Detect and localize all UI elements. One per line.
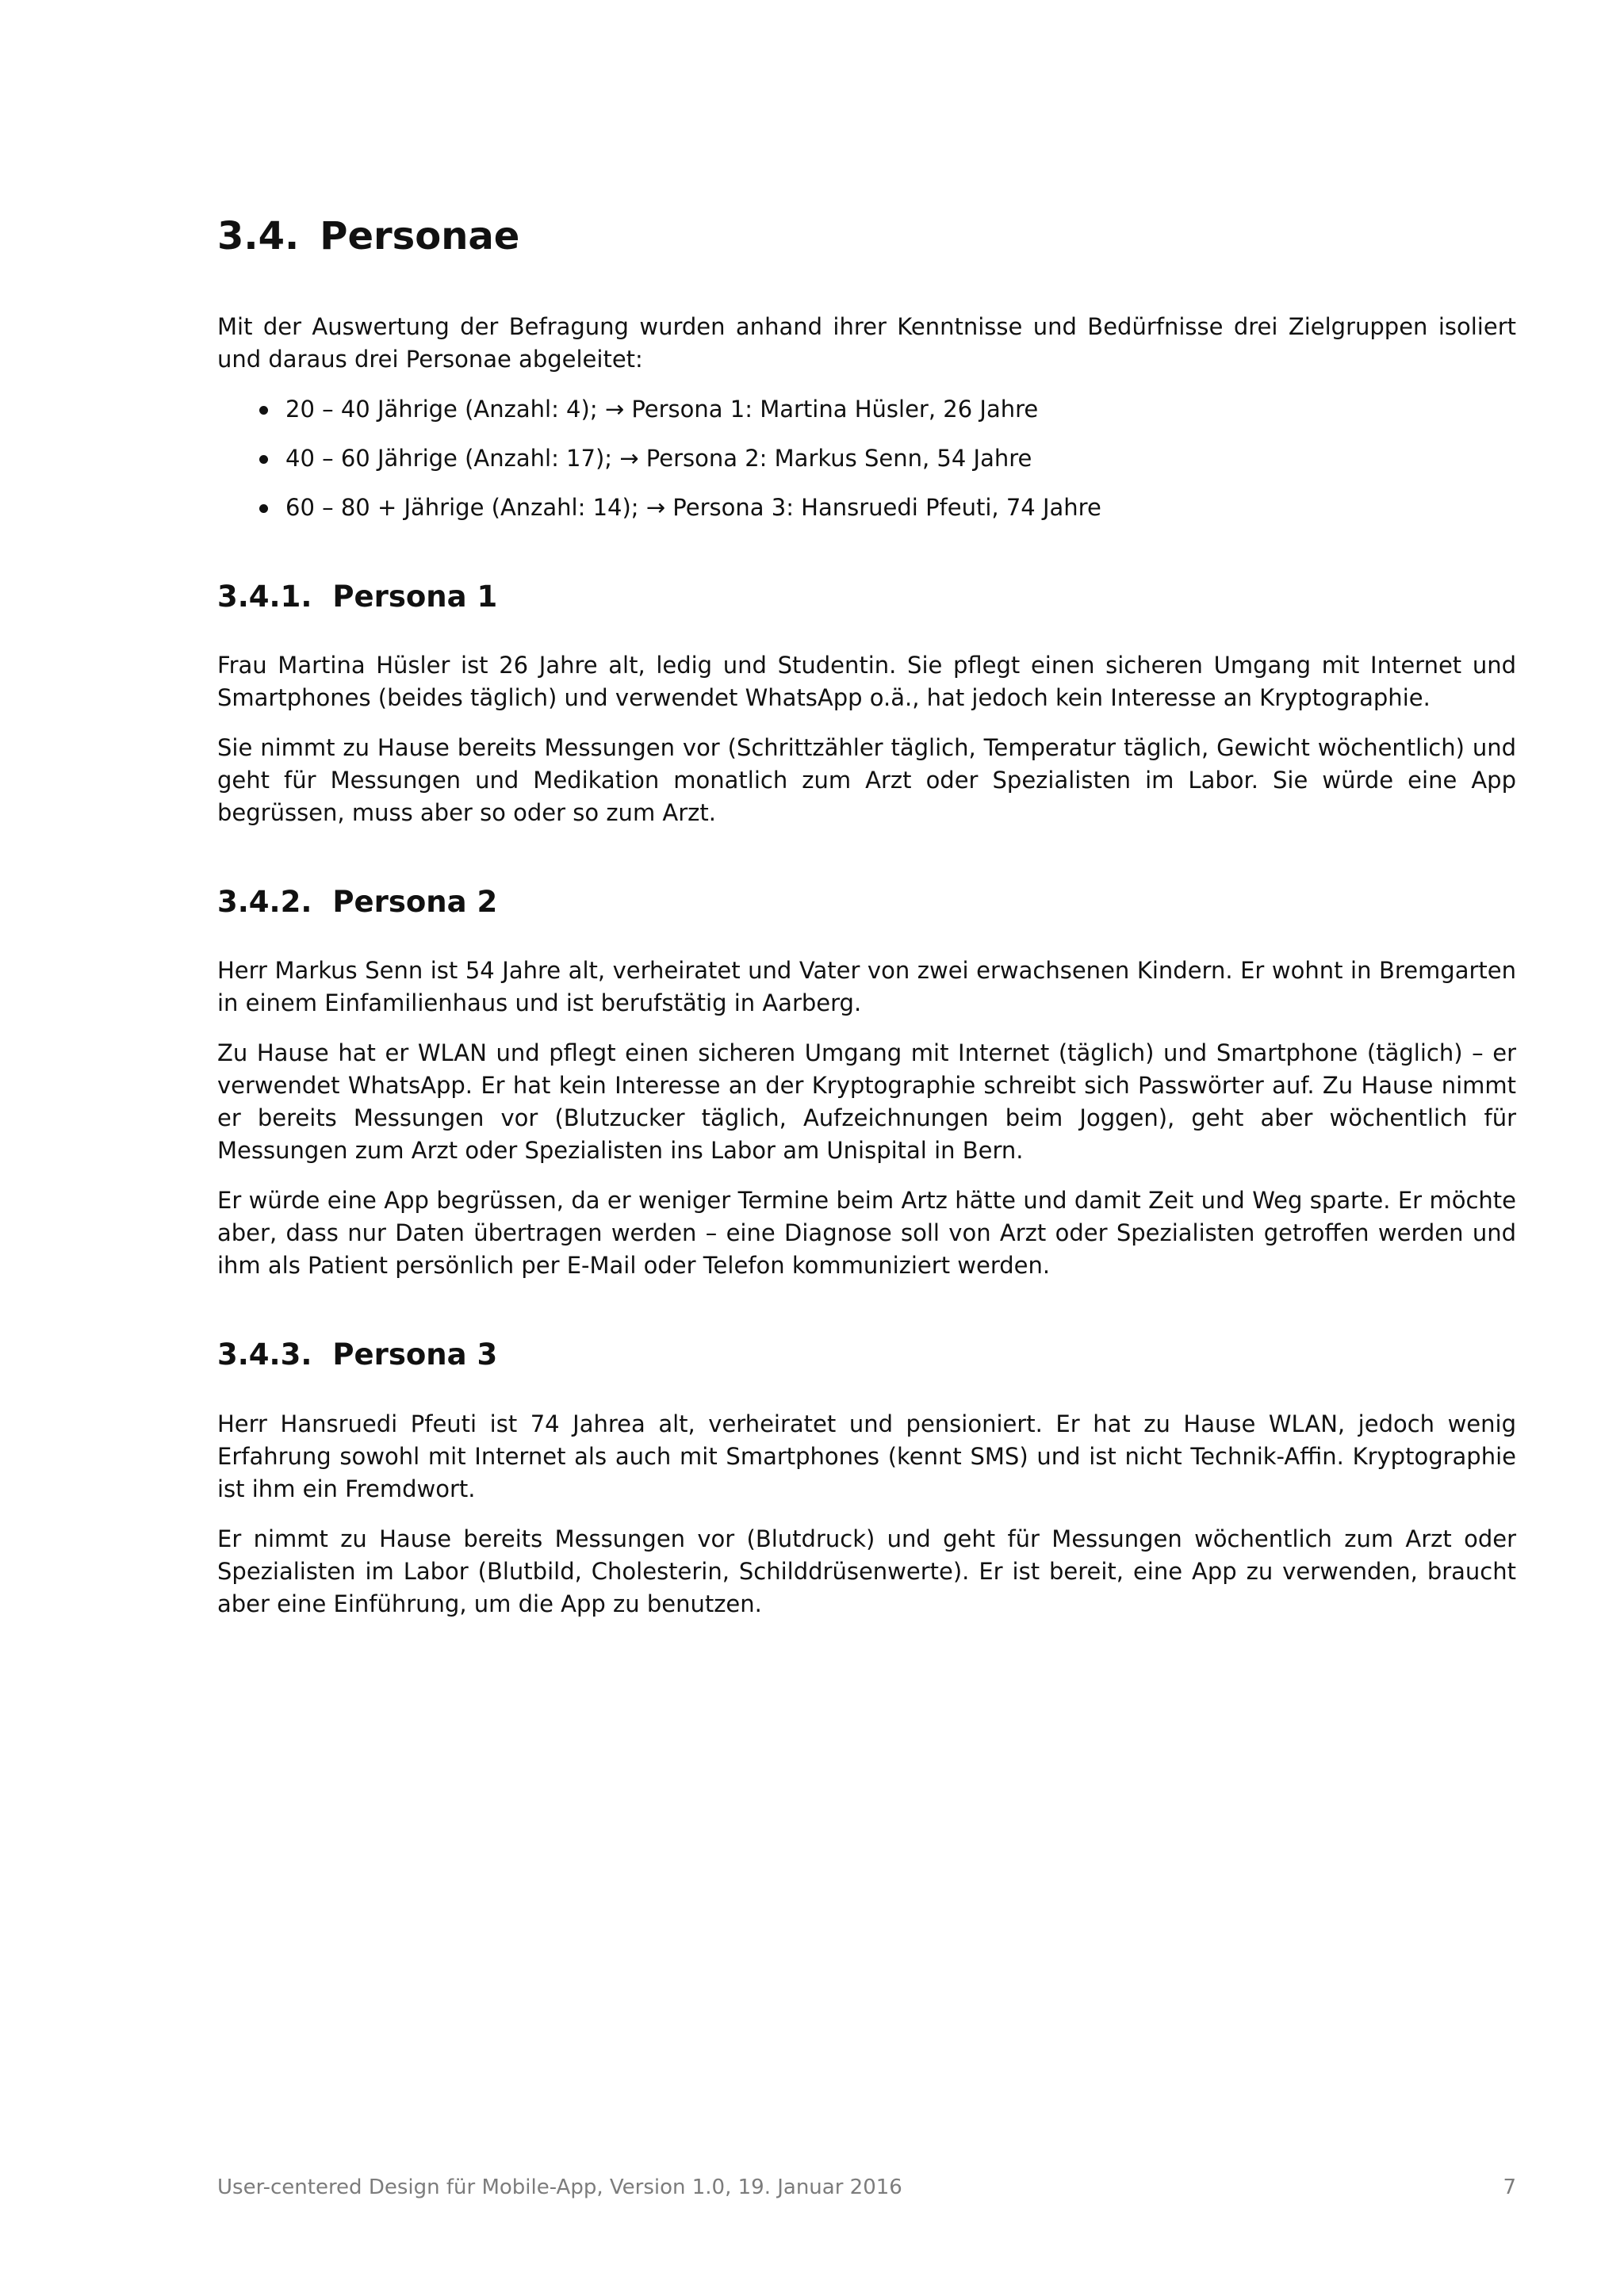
subsection-heading-persona-1 (217, 580, 1516, 614)
subsection-number: 3.4.2. (217, 884, 312, 919)
footer-text: User-centered Design für Mobile-App, Version 1.0, 19. Januar 2016 (217, 2175, 902, 2199)
subsection-heading-persona-2 (217, 885, 1516, 920)
paragraph: Herr Markus Senn ist 54 Jahre alt, verheiratet und Vater von zwei erwachsenen Kindern. Er wohnt in Bremgarten in einem Einfamilienhaus und ist berufstätig in Aarberg. (217, 957, 1516, 1017)
list-item: 60 – 80 + Jährige (Anzahl: 14); → Persona 3: Hansruedi Pfeuti, 74 Jahre (217, 492, 1516, 524)
subsection-number: 3.4.1. (217, 579, 312, 614)
paragraph: Herr Hansruedi Pfeuti ist 74 Jahrea alt, verheiratet und pensioniert. Er hat zu Hause WLAN, jedoch wenig Erfahrung sowohl mit Internet als auch mit Smartphones (kennt SMS) und ist nicht Technik-Affin. Kryptographie ist ihm ein Fremdwort. (217, 1410, 1516, 1502)
section-title: Personae (320, 214, 520, 258)
section-number: 3.4. (217, 214, 300, 258)
page-content (217, 214, 1516, 1638)
persona-list (217, 393, 1516, 524)
page-number: 7 (1503, 2175, 1516, 2199)
subsection-heading-persona-3 (217, 1337, 1516, 1372)
section-intro: Mit der Auswertung der Befragung wurden anhand ihrer Kenntnisse und Bedürfnisse drei Zielgruppen isoliert und daraus drei Personae abgeleitet: (217, 312, 1516, 373)
paragraph: Zu Hause hat er WLAN und pflegt einen sicheren Umgang mit Internet (täglich) und Smartphone (täglich) – er verwendet WhatsApp. Er hat kein Interesse an der Kryptographie schreibt sich Passwörter auf. Zu Hause nimmt er bereits Messungen vor (Blutzucker täglich, Aufzeichnungen beim Joggen), geht aber wöchentlich für Messungen zum Arzt oder Spezialisten ins Labor am Unispital in Bern. (217, 1039, 1516, 1165)
section-heading (217, 214, 1516, 260)
paragraph: Sie nimmt zu Hause bereits Messungen vor (Schrittzähler täglich, Temperatur täglich, Gewicht wöchentlich) und geht für Messungen und Medikation monatlich zum Arzt oder Spezialisten im Labor. Sie würde eine App begrüssen, muss aber so oder so zum Arzt. (217, 733, 1516, 826)
list-item: 40 – 60 Jährige (Anzahl: 17); → Persona 2: Markus Senn, 54 Jahre (217, 442, 1516, 475)
subsection-number: 3.4.3. (217, 1337, 312, 1372)
paragraph: Er nimmt zu Hause bereits Messungen vor (Blutdruck) und geht für Messungen wöchentlich zum Arzt oder Spezialisten im Labor (Blutbild, Cholesterin, Schilddrüsenwerte). Er ist bereit, eine App zu verwenden, braucht aber eine Einführung, um die App zu benutzen. (217, 1525, 1516, 1617)
paragraph: Frau Martina Hüsler ist 26 Jahre alt, ledig und Studentin. Sie pflegt einen sicheren Umgang mit Internet und Smartphones (beides täglich) und verwendet WhatsApp o.ä., hat jedoch kein Interesse an Kryptographie. (217, 651, 1516, 711)
paragraph: Er würde eine App begrüssen, da er weniger Termine beim Artz hätte und damit Zeit und Weg sparte. Er möchte aber, dass nur Daten übertragen werden – eine Diagnose soll von Arzt oder Spezialisten getroffen werden und ihm als Patient persönlich per E-Mail oder Telefon kommuniziert werden. (217, 1187, 1516, 1280)
page-footer (217, 2175, 1516, 2199)
list-item: 20 – 40 Jährige (Anzahl: 4); → Persona 1: Martina Hüsler, 26 Jahre (217, 393, 1516, 426)
subsection-title: Persona 1 (332, 579, 498, 614)
subsection-title: Persona 2 (332, 884, 498, 919)
subsection-title: Persona 3 (332, 1337, 498, 1372)
